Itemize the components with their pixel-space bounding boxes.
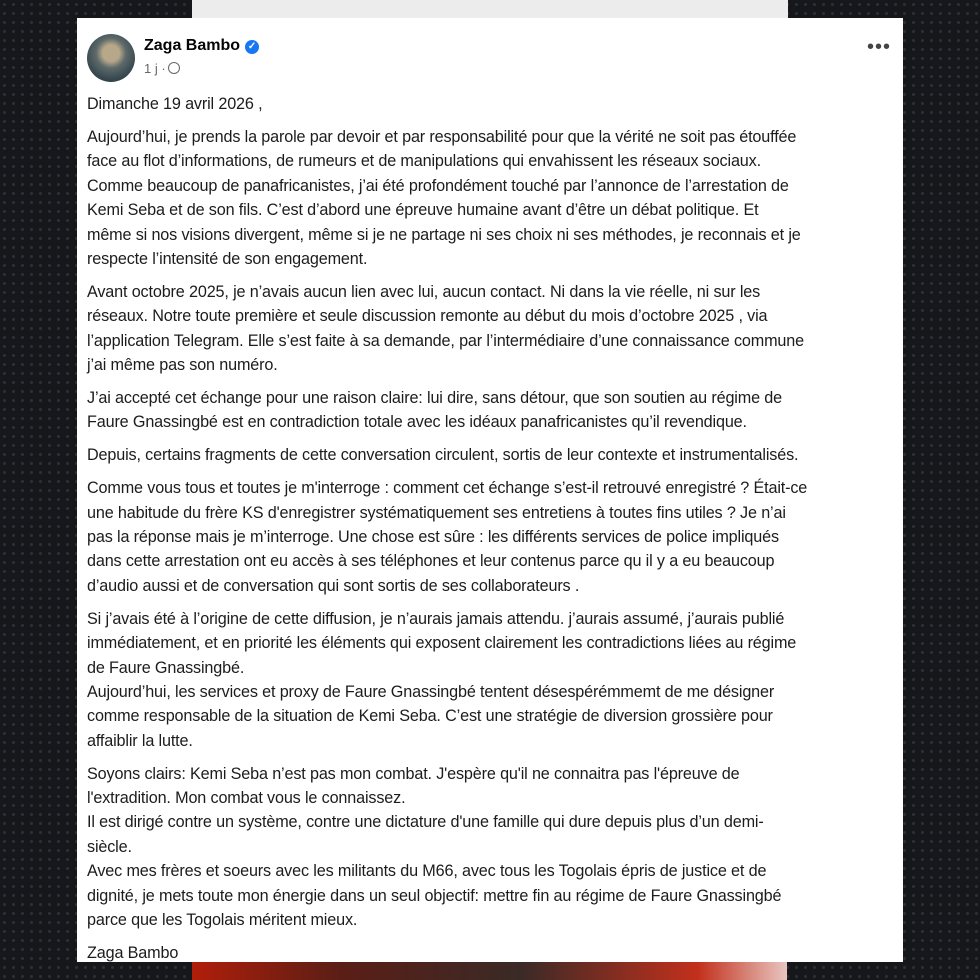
post-paragraph: [87, 386, 897, 435]
post-text-line: Si j’avais été à l’origine de cette diffusion, je n’aurais jamais attendu. j’aurais assumé, j’aurais publié: [87, 609, 785, 628]
background-strip-top: [192, 0, 788, 20]
post-text-line: immédiatement, et en priorité les éléments qui exposent clairement les contradictions liées au régime: [87, 634, 797, 653]
post-paragraph: [87, 280, 897, 378]
post-text-line: siècle.: [87, 837, 132, 856]
post-text-line: Il est dirigé contre un système, contre une dictature d'une famille qui dure depuis plus d’un demi-: [87, 813, 764, 832]
post-paragraph: [87, 443, 897, 467]
facebook-post-card: [77, 18, 903, 962]
post-paragraph: [87, 125, 897, 271]
post-text-line: l’application Telegram. Elle s’est faite à sa demande, par l’intermédiaire d’une connaissance commune: [87, 331, 804, 350]
avatar[interactable]: [87, 34, 135, 82]
post-text-line: face au flot d’informations, de rumeurs et de manipulations qui envahissent les réseaux sociaux.: [87, 152, 761, 171]
post-meta: [144, 61, 180, 76]
post-paragraph: [87, 607, 897, 753]
post-text-line: respecte l’intensité de son engagement.: [87, 249, 368, 268]
post-text-line: Faure Gnassingbé est en contradiction totale avec les idéaux panafricanistes qu’il revendique.: [87, 413, 747, 432]
post-text-line: Dimanche 19 avril 2026 ,: [87, 95, 263, 113]
post-text-line: comme responsable de la situation de Kemi Seba. C’est une stratégie de diversion grossière pour: [87, 707, 773, 726]
post-paragraph: [87, 92, 897, 116]
post-text-line: Kemi Seba et de son fils. C’est d’abord une épreuve humaine avant d’être un débat politique. Et: [87, 201, 759, 220]
post-text-line: pas la réponse mais je m’interroge. Une chose est sûre : les différents services de police impliqués: [87, 528, 779, 546]
author-name[interactable]: Zaga Bambo: [144, 37, 241, 54]
post-text-line: Depuis, certains fragments de cette conversation circulent, sortis de leur contexte et instrumentalisés.: [87, 446, 799, 465]
post-text-line: Aujourd’hui, je prends la parole par devoir et par responsabilité pour que la vérité ne soit pas étouffée: [87, 127, 797, 146]
post-paragraph: [87, 762, 897, 933]
post-text-line: Soyons clairs: Kemi Seba n’est pas mon combat. J'espère qu'il ne connaitra pas l'épreuve de: [87, 764, 740, 783]
post-text-line: l'extradition. Mon combat vous le connaissez.: [87, 789, 406, 808]
post-text-line: J’ai accepté cet échange pour une raison claire: lui dire, sans détour, que son soutien au régime de: [87, 388, 782, 407]
post-text-line: d’audio aussi et de conversation qui sont sortis de ses collaborateurs .: [87, 576, 580, 595]
post-text-line: dans cette arrestation ont eu accès à ses téléphones et leur contenus parce qu il y a eu beaucoup: [87, 552, 775, 571]
post-text: [87, 92, 897, 974]
globe-icon: [168, 62, 180, 74]
post-text-line: affaiblir la lutte.: [87, 731, 193, 750]
post-text-line: de Faure Gnassingbé.: [87, 658, 245, 677]
post-text-line: Comme beaucoup de panafricanistes, j’ai été profondément touché par l’annonce de l’arrestation de: [87, 176, 789, 195]
post-text-line: une habitude du frère KS d'enregistrer systématiquement ses entretiens à toutes fins utiles ? Je n’ai: [87, 503, 786, 522]
post-text-line: parce que les Togolais méritent mieux.: [87, 911, 358, 930]
post-text-line: Zaga Bambo: [87, 944, 179, 962]
post-text-line: réseaux. Notre toute première et seule discussion remonte au début du mois d’octobre 2025 , via: [87, 307, 768, 326]
post-text-line: Aujourd’hui, les services et proxy de Faure Gnassingbé tentent désespérémmemt de me désigner: [87, 682, 775, 701]
post-paragraph: [87, 476, 897, 598]
verified-badge-icon: ✓: [245, 40, 259, 54]
post-text-line: Avant octobre 2025, je n’avais aucun lien avec lui, aucun contact. Ni dans la vie réelle, ni sur les: [87, 282, 761, 301]
post-text-line: Avec mes frères et soeurs avec les militants du M66, avec tous les Togolais épris de justice et de: [87, 862, 767, 881]
post-text-line: j’ai même pas son numéro.: [87, 356, 278, 375]
post-time[interactable]: 1 j: [144, 61, 158, 76]
author-name-row: [144, 37, 259, 55]
more-options-button[interactable]: •••: [866, 36, 891, 58]
post-paragraph: [87, 941, 897, 965]
post-text-line: même si nos visions divergent, même si je ne partage ni ses choix ni ses méthodes, je reconnais et je: [87, 225, 801, 244]
post-text-line: dignité, je mets toute mon énergie dans un seul objectif: mettre fin au régime de Faure Gnassingbé: [87, 886, 782, 905]
post-text-line: Comme vous tous et toutes je m'interroge : comment cet échange s’est-il retrouvé enregistré ? Était-ce: [87, 479, 808, 498]
meta-separator: ·: [161, 61, 166, 76]
